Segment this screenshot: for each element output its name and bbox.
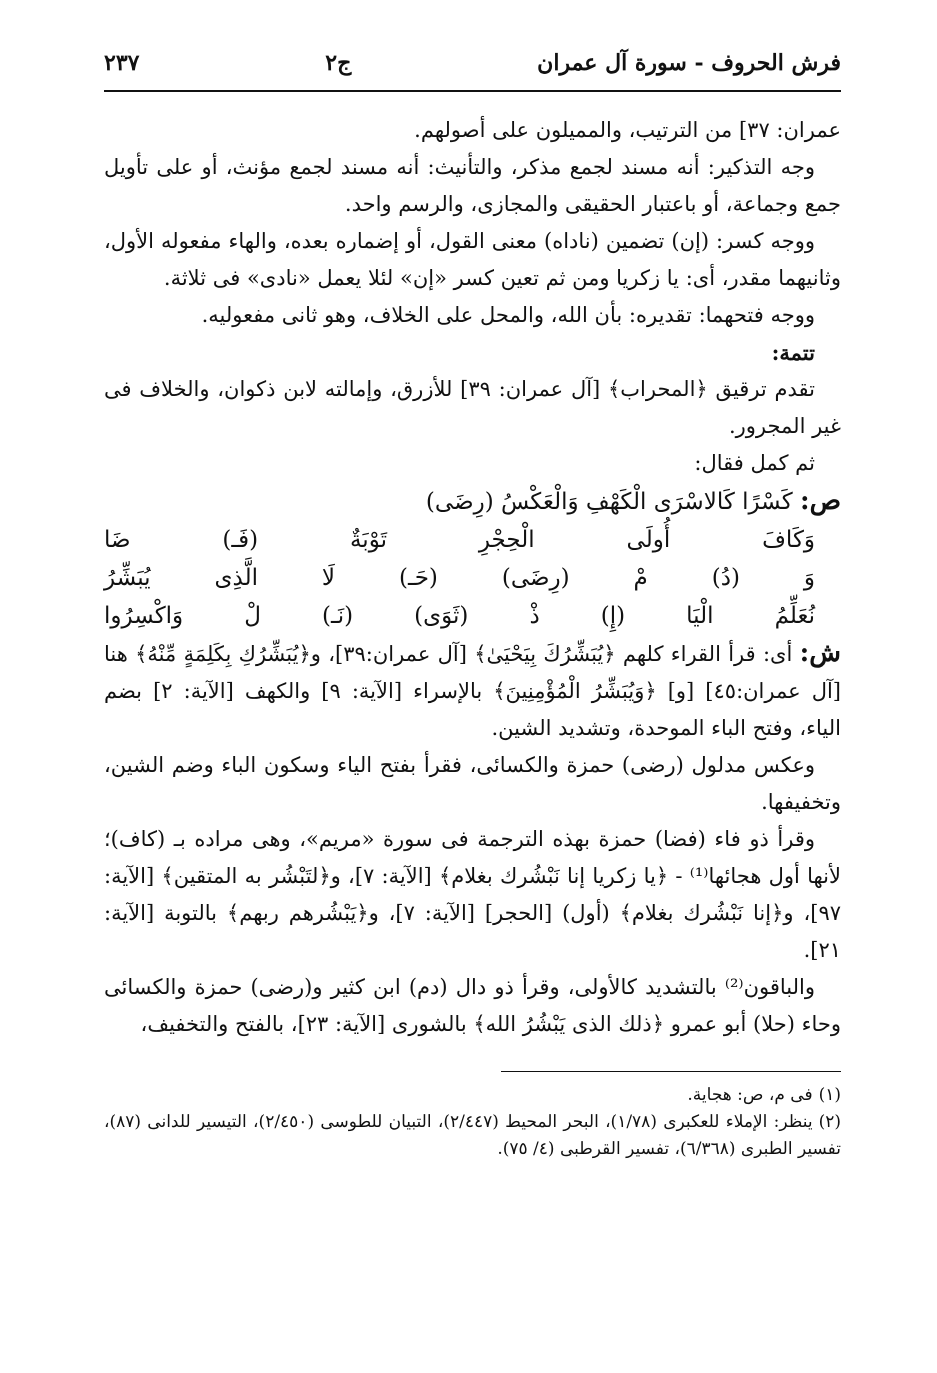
paragraph-10: والباقون⁽²⁾ بالتشديد كالأولى، وقرأ ذو دال (دم) ابن كثير و(رضى) حمزة والكسائى وحاء (حلا) أبو عمرو ﴿ذلك الذى يَبْشُرُ الله﴾ بالشورى [الآية: ٢٣]، بالفتح والتخفيف،	[104, 975, 841, 1036]
footnote-1-number: (١)	[818, 1085, 841, 1105]
verse-tag: ص:	[799, 486, 841, 516]
paragraph-2: وجه التذكير: أنه مسند لجمع مذكر، والتأنيث: أنه مسند لجمع مؤنث، أو على تأويل جمع وجماعة، أو باعتبار الحقيقى والمجازى، والرسم واحد.	[104, 155, 841, 216]
footnote-1-text: فى م، ص: هجاية.	[687, 1085, 813, 1105]
footnote-2	[104, 1109, 841, 1163]
volume-label: ج٢	[325, 50, 352, 76]
subheading-tatimma: تتمة:	[771, 340, 815, 365]
running-header	[104, 50, 841, 88]
poem-verse	[104, 482, 841, 635]
paragraph-4: ووجه فتحهما: تقديره: بأن الله، والمحل على الخلاف، وهو ثانى مفعوليه.	[201, 303, 815, 327]
running-title: فرش الحروف - سورة آل عمران	[537, 50, 841, 76]
paragraph-5: تقدم ترقيق ﴿المحراب﴾ [آل عمران: ٣٩] للأزرق، وإمالته لابن ذكوان، والخلاف فى غير المجرور.	[104, 377, 841, 438]
paragraph-6: ثم كمل فقال:	[694, 451, 815, 475]
footnotes	[104, 1082, 841, 1163]
verse-line-1	[104, 482, 841, 521]
verse-line-2: وَكَافَ أُولَى الْحِجْرِ تَوْبَةٌ (فَـ) ضَا	[104, 527, 815, 553]
footnote-1	[104, 1082, 841, 1109]
verse-line-1-text: كَسْرًا كَالاسْرَى الْكَهْفِ وَالْعَكْسُ (رِضَى)	[425, 489, 793, 515]
verse-line-3: وَ (دُ) مْ (رِضَى) (حَـ) لَا الَّذِى يُبَشِّرُ	[104, 565, 815, 591]
paragraph-1: عمران: ٣٧] من الترتيب، والمميلون على أصولهم.	[414, 118, 841, 142]
book-page	[104, 50, 841, 1163]
paragraph-9: وقرأ ذو فاء (فضا) حمزة بهذه الترجمة فى سورة «مريم»، وهى مراده بـ (كاف)؛ لأنها أول هجائها⁽¹⁾ - ﴿يا زكريا إنا نَبْشُرك بغلام﴾ [الآية: ٧]، و﴿لتَبْشُر به المتقين﴾ [الآية: ٩٧]، و﴿إنا نَبْشُرك بغلام﴾ (أول) [الحجر] [الآية: ٧]، و﴿يَبْشُرهم ربهم﴾ بالتوبة [الآية: ٢١].	[104, 827, 841, 962]
footnote-rule	[501, 1071, 841, 1072]
header-rule	[104, 90, 841, 92]
page-number: ٢٣٧	[104, 50, 140, 76]
paragraph-3: ووجه كسر: (إن) تضمين (ناداه) معنى القول، أو إضماره بعده، والهاء مفعوله الأول، وثانيهما مقدر، أى: يا زكريا ومن ثم تعين كسر «إن» لئلا يعمل «نادى» فى ثلاثة.	[104, 229, 841, 290]
paragraph-7-text: أى: قرأ القراء كلهم ﴿يُبَشِّرُكَ بِيَحْيَىٰ﴾ [آل عمران:٣٩]، و﴿يُبَشِّرُكِ بِكَلِمَةٍ مِّنْهُ﴾ هنا [آل عمران:٤٥] [و] ﴿وَيُبَشِّرُ الْمُؤْمِنِينَ﴾ بالإسراء [الآية: ٩] والكهف [الآية: ٢] بضم الياء، وفتح الباء الموحدة، وتشديد الشين.	[104, 642, 841, 740]
footnote-2-text: ينظر: الإملاء للعكبرى (١/٧٨)، البحر المحيط (٢/٤٤٧)، التبيان للطوسى (٢/٤٥٠)، التيسير للدانى (٨٧)، تفسير الطبرى (٦/٣٦٨)، تفسير القرطبى (٤/ ٧٥).	[104, 1112, 841, 1159]
footnote-2-number: (٢)	[818, 1112, 841, 1132]
paragraph-7	[104, 635, 841, 747]
paragraph-8: وعكس مدلول (رضى) حمزة والكسائى، فقرأ بفتح الياء وسكون الباء وضم الشين، وتخفيفها.	[104, 753, 841, 814]
page-body	[104, 112, 841, 1043]
sharh-tag: ش:	[799, 638, 841, 668]
verse-line-4: نُعَلِّمُ الْيَا (إِ) ذْ (ثَوَى) (نَـ) لْ وَاكْسِرُوا	[104, 603, 815, 629]
